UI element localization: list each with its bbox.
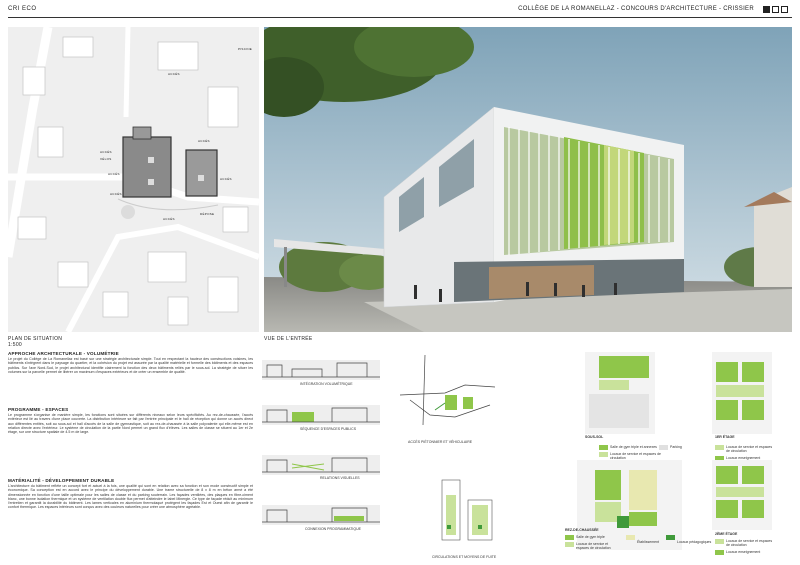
diagram-label: RELATIONS VISUELLES <box>320 476 360 480</box>
board-title: COLLÈGE DE LA ROMANELLAZ - CONCOURS D'ARCHITECTURE - CRISSIER <box>518 6 754 12</box>
legend-swatch <box>659 445 668 450</box>
plan-second-floor <box>712 460 772 530</box>
site-label: ACCÈS <box>100 150 112 154</box>
legend-text: Locaux enseignement <box>726 550 761 554</box>
diagram-label: CONNEXION PROGRAMMATIQUE <box>305 527 361 531</box>
legend-swatch <box>599 452 608 457</box>
plan-title: 2ÈME ÉTAGE <box>715 532 738 536</box>
legend-text: Locaux pédagogiques <box>677 540 712 544</box>
board-indicator-3 <box>781 6 788 13</box>
legend-swatch <box>626 535 635 540</box>
legend-text: Locaux enseignement <box>726 456 761 460</box>
plan-area-pedagogic <box>617 516 629 528</box>
plan-area-classroom <box>716 400 738 420</box>
legend-swatch <box>666 535 675 540</box>
plan-area-school <box>629 470 657 510</box>
circulation-diagram <box>440 475 495 550</box>
plan-area-circulation <box>716 385 764 397</box>
site-plan <box>8 27 259 332</box>
section-body-materiality: L'architecture du bâtiment reflète un concept fort et actuel à la fois, une qualité qui sont en relation avec sa fonction et son mode constructif simple et économique. Sa conception est en accord avec le principe du développement durable. Une trame structurelle de 8 x 8 m en béton armé a été dimensionnée en fonction d'une taille optimale pour les salles de classe et du parking souterrain. Les façades ventilées, des plaques en fibre-ciment blanc, une bonne isolation thermique et un système de ventilation double flux permet d'atteindre le label Minergie. Ce type de façade réduit au minimum l'entretien et garantit la durabilité du bâtiment. Les lames verticales en aluminium thermolaqué protègent les façades Est et Ouest afin de garantir le confort thermique. Les espaces intérieurs sont conçus avec des couleurs naturelles pour créer une atmosphère agréable. <box>8 484 253 510</box>
site-label: ACCÈS <box>108 172 120 176</box>
render-image <box>264 27 792 332</box>
legend-swatch <box>599 445 608 450</box>
legend-text: Locaux de service et espaces de circulation <box>576 542 611 550</box>
plan-area-classroom <box>742 362 764 382</box>
section-body-programme: Le programme s'organise de manière simple, les fonctions sont situées sur différents niveaux selon leurs spécificités. Au rez-de-chaussée, l'accès extérieur est lié au travers d'une place couverte. La distribution intérieure se fait par l'entrée principale et le hall de réception qui donne un accès direct aux différentes entités, soit au sous-sol et hall d'accès de la salle de gymnastique, soit au rez-de-chaussée à la salle polyvalente qui elle-même est en relation directe avec l'extérieur. Le système de circulation de la partie Nord permet un grand flux d'élèves. Les salles de classe se situent au 1er et 2e étage, sur une structure spatiale de 4.5 m de large. <box>8 413 253 435</box>
plan-area-classroom <box>629 512 657 526</box>
site-label: ACCÈS <box>163 217 175 221</box>
plan-title: SOUS-SOL <box>585 435 604 439</box>
legend-swatch <box>715 445 724 450</box>
legend-text: Locaux de service et espaces de circulation <box>726 445 773 453</box>
legend-text: Parking <box>670 445 682 449</box>
plan-area-parking <box>589 394 649 428</box>
section-title-materiality: MATÉRIALITÉ - DÉVELOPPEMENT DURABLE <box>8 478 115 483</box>
diagram-label: INTÉGRATION VOLUMÉTRIQUE <box>300 382 353 386</box>
access-diagram <box>395 355 500 440</box>
legend-text: Salle de gym triple <box>576 535 605 539</box>
plan-area-classroom <box>742 466 764 484</box>
plan-area-classroom <box>716 500 738 518</box>
plan-area-gym <box>599 356 649 378</box>
plan-area-classroom <box>716 362 738 382</box>
entrance-render <box>264 27 792 332</box>
site-plan-scale: 1:500 <box>8 342 23 348</box>
plan-area-classroom <box>742 500 764 518</box>
section-body-architecture: Le projet du Collège de La Romanellaz est basé sur une stratégie architecturale simple. Tout en respectant la hauteur des constructions voisines, les bâtiments s'intègrent dans le paysage du quartier, et la cohésion du projet est assurée par la qualité matérielle et formelle des bâtiments et des espaces publics. Sur l'axe Nord-Sud, le projet architectural identifie clairement la fonction des deux bâtiments reliés par le sous-sol. La stratégie de situer les volumes sur la parcelle permet de libérer un maximum d'espaces extérieurs et de créer un ensemble de qualité. <box>8 357 253 374</box>
plan-area-circulation <box>716 487 764 497</box>
section-title-programme: PROGRAMME - ESPACES <box>8 407 69 412</box>
site-plan-caption: PLAN DE SITUATION <box>8 336 63 342</box>
plan-area-classroom <box>742 400 764 420</box>
render-caption: VUE DE L'ENTRÉE <box>264 336 313 342</box>
diagram-label: SÉQUENCE D'ESPACES PUBLICS <box>300 427 357 431</box>
project-tag: CRI ECO <box>8 6 37 12</box>
legend-swatch <box>715 550 724 555</box>
site-label: VÉLOS <box>100 157 112 161</box>
plan-area-gym <box>595 470 621 500</box>
plan-title: REZ-DE-CHAUSSÉE <box>565 528 599 532</box>
diagram-label: CIRCULATIONS ET MOYENS DE FUITE <box>432 555 497 559</box>
site-label: ACCÈS <box>110 192 122 196</box>
site-label: DÉPOSE <box>200 212 215 216</box>
legend-swatch <box>565 535 574 540</box>
legend-text: Établissement <box>637 540 659 544</box>
board-indicator-1 <box>763 6 770 13</box>
section-title-architecture: APPROCHE ARCHITECTURALE - VOLUMÉTRIE <box>8 351 119 356</box>
plan-title: 1ER ÉTAGE <box>715 435 735 439</box>
site-label: ACCÈS <box>198 139 210 143</box>
header-divider <box>8 17 792 18</box>
legend-text: Salle de gym triple et annexes <box>610 445 657 449</box>
plan-area-service <box>599 380 629 390</box>
site-label: ACCÈS <box>168 72 180 76</box>
plan-first-floor <box>712 352 772 434</box>
legend-swatch <box>565 542 574 547</box>
site-label: PISCINE <box>238 47 253 51</box>
plan-area-classroom <box>716 466 738 484</box>
legend-text: Locaux de service et espaces de circulation <box>610 452 661 460</box>
site-label: ACCÈS <box>220 177 232 181</box>
diagram-label: ACCÈS PIÉTONNIER ET VÉHICULAIRE <box>408 440 473 444</box>
legend-swatch <box>715 539 724 544</box>
legend-text: Locaux de service et espaces de circulation <box>726 539 773 547</box>
board-indicator-2 <box>772 6 779 13</box>
plan-basement <box>585 352 655 434</box>
